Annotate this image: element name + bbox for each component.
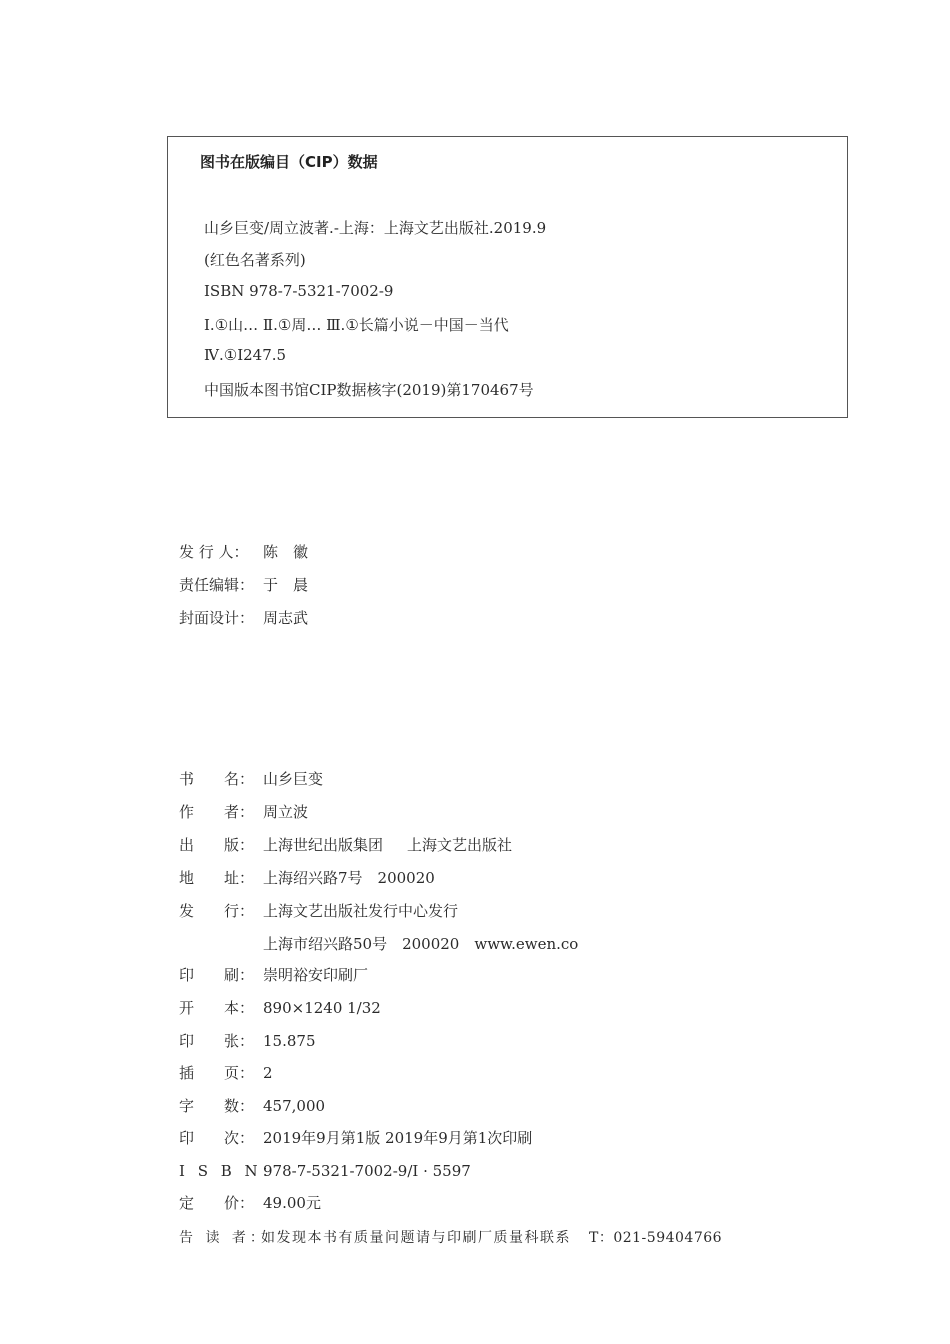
staff-label: 责任编辑： [179, 576, 255, 594]
staff-value: 周志武 [263, 609, 309, 627]
info-value: 2019年9月第1版 2019年9月第1次印刷 [263, 1129, 533, 1147]
reader-notice [179, 1227, 722, 1247]
info-value: 周立波 [263, 803, 309, 821]
info-row-edition [179, 1127, 532, 1148]
info-value: 49.00元 [263, 1194, 321, 1212]
info-value: 上海市绍兴路50号 200020 www.ewen.co [263, 935, 579, 953]
info-row-sheets [179, 1030, 316, 1051]
info-value: 上海绍兴路7号 200020 [263, 869, 435, 887]
info-row-inserts [179, 1062, 273, 1083]
info-label: 印 次： [179, 1129, 255, 1147]
info-row-author [179, 801, 308, 822]
info-label: 书 名： [179, 770, 255, 788]
info-row-word-count [179, 1095, 325, 1116]
cip-line-subjects: Ⅰ.①山… Ⅱ.①周… Ⅲ.①长篇小说－中国－当代 [204, 316, 509, 334]
staff-label: 封面设计： [179, 609, 255, 627]
info-label: 印 刷： [179, 966, 255, 984]
info-row-distribution [179, 900, 458, 921]
cip-line-isbn: ISBN 978-7-5321-7002-9 [204, 282, 394, 300]
info-label: 定 价： [179, 1194, 255, 1212]
cip-line-record-number: 中国版本图书馆CIP数据核字(2019)第170467号 [204, 381, 534, 399]
info-label: 作 者： [179, 803, 255, 821]
info-label: 出 版： [179, 836, 255, 854]
cip-title: 图书在版编目（CIP）数据 [200, 153, 378, 171]
info-value: 457,000 [263, 1097, 326, 1115]
info-value: 890×1240 1/32 [263, 999, 381, 1017]
info-value: 山乡巨变 [263, 770, 324, 788]
cip-data-box [167, 136, 848, 418]
info-row-address [179, 867, 435, 888]
info-value: 崇明裕安印刷厂 [263, 966, 369, 984]
notice-text: 如发现本书有质量问题请与印刷厂质量科联系 [261, 1230, 571, 1246]
notice-label: 告 读 者： [179, 1230, 268, 1246]
info-value: 2 [263, 1064, 273, 1082]
info-label: 印 张： [179, 1032, 255, 1050]
info-value: 上海世纪出版集团 [263, 836, 384, 854]
info-label: 字 数： [179, 1097, 255, 1115]
info-value: 上海文艺出版社发行中心发行 [263, 902, 459, 920]
info-label: 地 址： [179, 869, 255, 887]
staff-value: 于 晨 [263, 576, 309, 594]
info-row-format [179, 997, 381, 1018]
info-value: 978-7-5321-7002-9/I · 5597 [263, 1162, 471, 1180]
info-label: 插 页： [179, 1064, 255, 1082]
info-row-isbn [179, 1160, 471, 1181]
staff-label: 发 行 人： [179, 543, 249, 561]
staff-row-publisher [179, 541, 308, 562]
info-label: I S B N： [179, 1162, 281, 1180]
staff-value: 陈 徽 [263, 543, 309, 561]
info-value: 15.875 [263, 1032, 316, 1050]
notice-telephone: T：021-59404766 [589, 1230, 723, 1246]
info-label: 发 行： [179, 902, 255, 920]
staff-row-editor [179, 574, 308, 595]
info-label: 开 本： [179, 999, 255, 1017]
info-value-secondary: 上海文艺出版社 [407, 836, 513, 854]
cip-line-series: (红色名著系列) [204, 251, 306, 269]
info-row-price [179, 1192, 321, 1213]
info-row-printer [179, 964, 368, 985]
cip-line-classification: Ⅳ.①I247.5 [204, 346, 287, 364]
info-row-distribution-address [179, 933, 578, 954]
info-row-book-name [179, 768, 323, 789]
cip-line-title-author: 山乡巨变/周立波著.-上海：上海文艺出版社.2019.9 [204, 219, 547, 237]
staff-row-cover-design [179, 607, 308, 628]
info-row-publisher [179, 834, 512, 855]
